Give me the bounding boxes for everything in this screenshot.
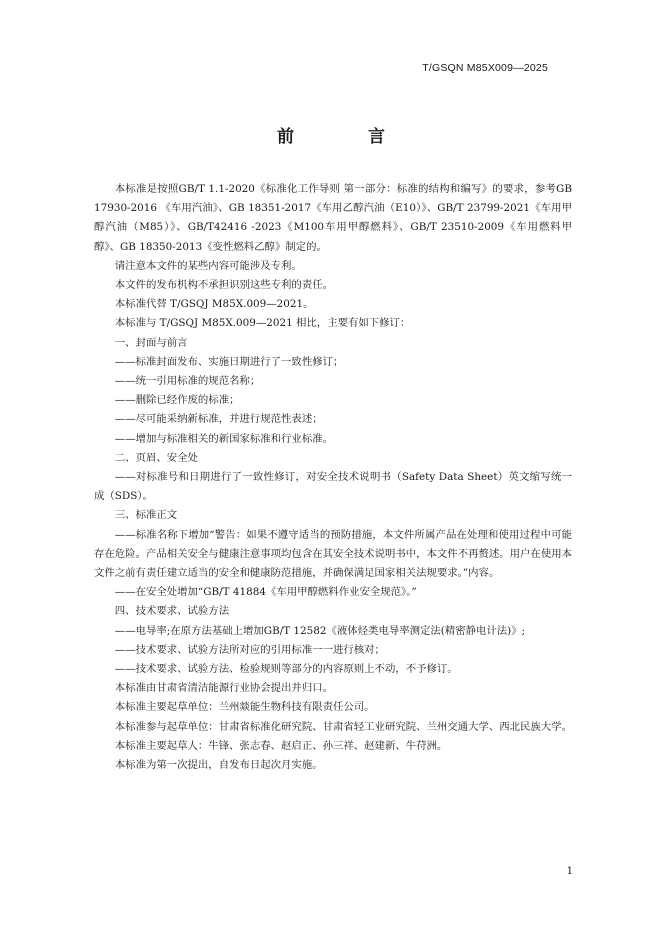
list-item: ——技术要求、试验方法所对应的引用标准一一进行核对； — [114, 643, 385, 656]
paragraph: 本标准与 T/GSQJ M85X.009—2021 相比，主要有如下修订： — [114, 317, 411, 330]
section-heading: 四、技术要求、试验方法 — [114, 605, 230, 618]
paragraph: 本标准为第一次提出，自发布日起次月实施。 — [114, 759, 323, 772]
paragraph: 本标准代替 T/GSQJ M85X.009—2021。 — [114, 298, 314, 311]
paragraph: 请注意本文件的某些内容可能涉及专利。 — [114, 259, 302, 272]
list-item: ——电导率;在原方法基础上增加GB/T 12582《液体烃类电导率测定法(精密静电计法)》; — [114, 624, 526, 637]
list-item: ——对标准号和日期进行了一致性修订，对安全技术说明书（Safety Data Sheet）英文缩写统一成（SDS）。 — [94, 471, 572, 503]
paragraph: 本标准是按照GB/T 1.1-2020《标准化工作导则 第一部分：标准的结构和编写》的要求，参考GB 17930-2016 《车用汽油》、GB 18351-2017《车用乙醇汽油（E10）》、GB/T 23799-2021《车用甲醇汽油（M85）》、GB/T42416 -2023《M100车用甲醇燃料》、GB/T 23510-2009《车用燃料甲醇》、GB 18350-2013《变性燃料乙醇》制定的。 — [94, 183, 572, 253]
paragraph: 本标准主要起草单位：兰州燚能生物科技有限责任公司。 — [114, 701, 375, 714]
section-heading: 二、页眉、安全处 — [114, 451, 198, 464]
paragraph: 本标准参与起草单位：甘肃省标准化研究院、甘肃省轻工业研究院、兰州交通大学、西北民族大学。 — [114, 720, 572, 733]
list-item: ——在安全处增加“GB/T 41884《车用甲醇燃料作业安全规范》。” — [114, 586, 417, 599]
paragraph: 本标准由甘肃省清洁能源行业协会提出并归口。 — [114, 682, 333, 695]
section-heading: 三、标准正文 — [114, 509, 178, 522]
list-item: ——技术要求、试验方法、检验规则等部分的内容原则上不动，不予修订。 — [114, 663, 458, 676]
foreword-body — [94, 180, 572, 775]
page-number: 1 — [566, 866, 573, 877]
page-title: 前 言 — [277, 127, 419, 147]
list-item: ——标准名称下增加“警告：如果不遵守适当的预防措施，本文件所属产品在处理和使用过程中可能存在危险。产品相关安全与健康注意事项均包含在其安全技术说明书中，本文件不再赘述。用户在使用本文件之前有责任建立适当的安全和健康防范措施，并确保满足国家相关法规要求。”内容。 — [94, 528, 572, 580]
list-item: ——增加与标准相关的新国家标准和行业标准。 — [114, 432, 333, 445]
list-item: ——删除已经作废的标准； — [114, 394, 240, 407]
standard-code-header: T/GSQN M85X009—2025 — [422, 62, 548, 74]
list-item: ——标准封面发布、实施日期进行了一致性修订； — [114, 355, 344, 368]
list-item: ——统一引用标准的规范名称； — [114, 375, 261, 388]
paragraph: 本标准主要起草人：牛锋、张志春、赵启正、孙三祥、赵建新、牛苻洲。 — [114, 739, 448, 752]
paragraph: 本文件的发布机构不承担识别这些专利的责任。 — [114, 279, 333, 292]
section-heading: 一、封面与前言 — [114, 336, 188, 349]
list-item: ——尽可能采纳新标准，并进行规范性表述； — [114, 413, 323, 426]
